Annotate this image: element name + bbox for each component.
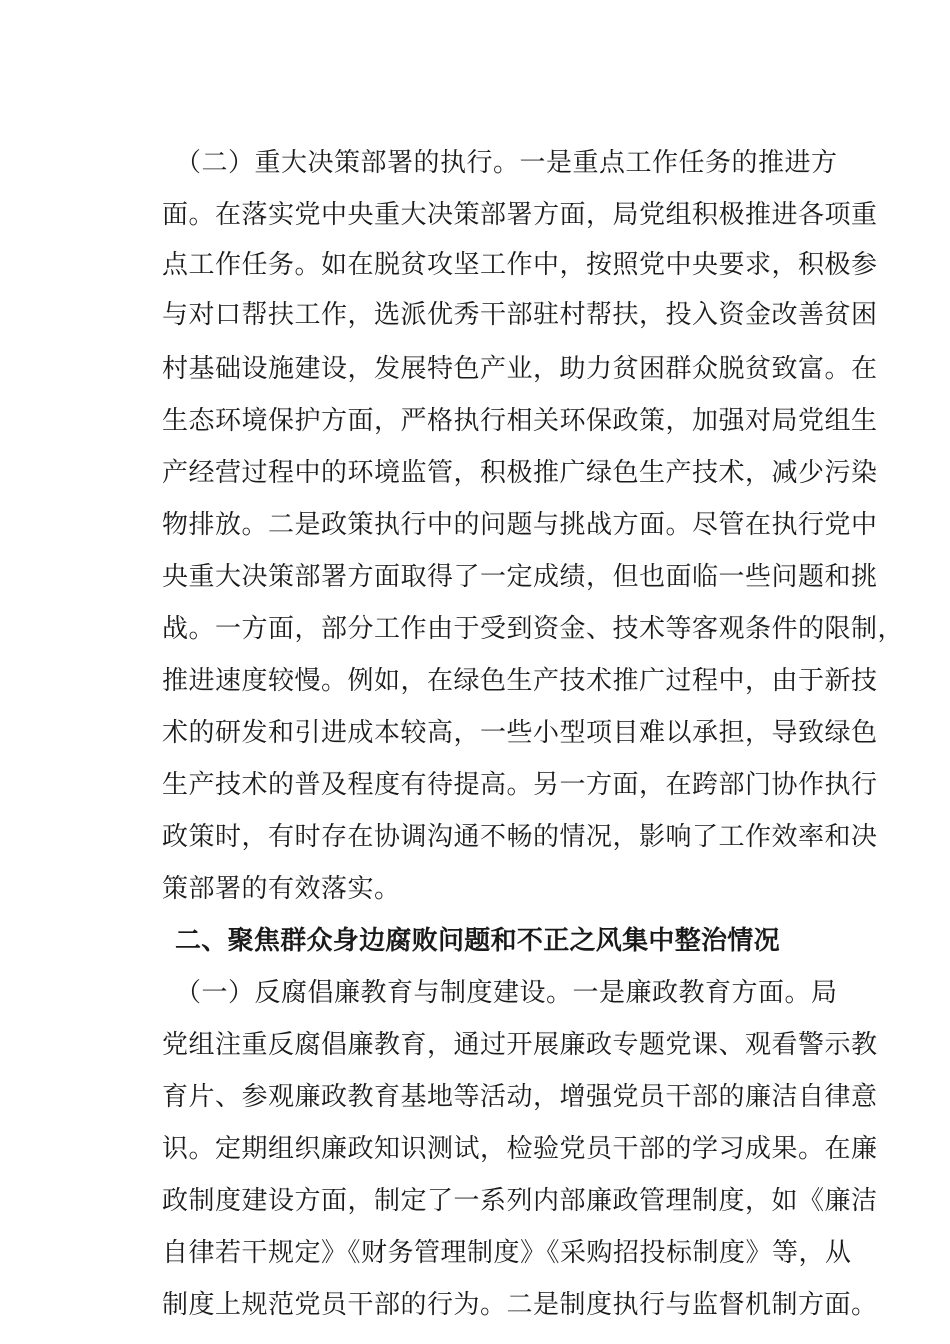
paragraph-line: 生态环境保护方面，严格执行相关环保政策，加强对局党组生 bbox=[162, 406, 878, 436]
paragraph-line: 育片、参观廉政教育基地等活动，增强党员干部的廉洁自律意 bbox=[162, 1082, 878, 1112]
paragraph-line: 术的研发和引进成本较高，一些小型项目难以承担，导致绿色 bbox=[162, 718, 878, 748]
paragraph-line: 生产技术的普及程度有待提高。另一方面，在跨部门协作执行 bbox=[162, 770, 878, 800]
paragraph-line: 面。在落实党中央重大决策部署方面，局党组积极推进各项重 bbox=[162, 200, 878, 230]
paragraph-line: 村基础设施建设，发展特色产业，助力贫困群众脱贫致富。在 bbox=[162, 354, 878, 384]
paragraph-line: 策部署的有效落实。 bbox=[162, 874, 401, 904]
paragraph-line: （二）重大决策部署的执行。一是重点工作任务的推进方 bbox=[175, 148, 838, 178]
paragraph-line: 政策时，有时存在协调沟通不畅的情况，影响了工作效率和决 bbox=[162, 822, 878, 852]
paragraph-line: 央重大决策部署方面取得了一定成绩，但也面临一些问题和挑 bbox=[162, 562, 878, 592]
section-heading: 二、聚焦群众身边腐败问题和不正之风集中整治情况 bbox=[175, 926, 780, 956]
paragraph-line: 党组注重反腐倡廉教育，通过开展廉政专题党课、观看警示教 bbox=[162, 1030, 878, 1060]
paragraph-line: 自律若干规定》《财务管理制度》《采购招投标制度》等，从 bbox=[162, 1238, 852, 1268]
paragraph-line: 点工作任务。如在脱贫攻坚工作中，按照党中央要求，积极参 bbox=[162, 250, 878, 280]
paragraph-line: 物排放。二是政策执行中的问题与挑战方面。尽管在执行党中 bbox=[162, 510, 878, 540]
paragraph-line: 产经营过程中的环境监管，积极推广绿色生产技术，减少污染 bbox=[162, 458, 878, 488]
paragraph-line: （一）反腐倡廉教育与制度建设。一是廉政教育方面。局 bbox=[175, 978, 838, 1008]
paragraph-line: 推进速度较慢。例如，在绿色生产技术推广过程中，由于新技 bbox=[162, 666, 878, 696]
paragraph-line: 与对口帮扶工作，选派优秀干部驻村帮扶，投入资金改善贫困 bbox=[162, 300, 878, 330]
paragraph-line: 识。定期组织廉政知识测试，检验党员干部的学习成果。在廉 bbox=[162, 1134, 878, 1164]
paragraph-line: 政制度建设方面，制定了一系列内部廉政管理制度，如《廉洁 bbox=[162, 1186, 878, 1216]
paragraph-line: 制度上规范党员干部的行为。二是制度执行与监督机制方面。 bbox=[162, 1290, 878, 1320]
paragraph-line: 战。一方面，部分工作由于受到资金、技术等客观条件的限制， bbox=[162, 614, 905, 644]
